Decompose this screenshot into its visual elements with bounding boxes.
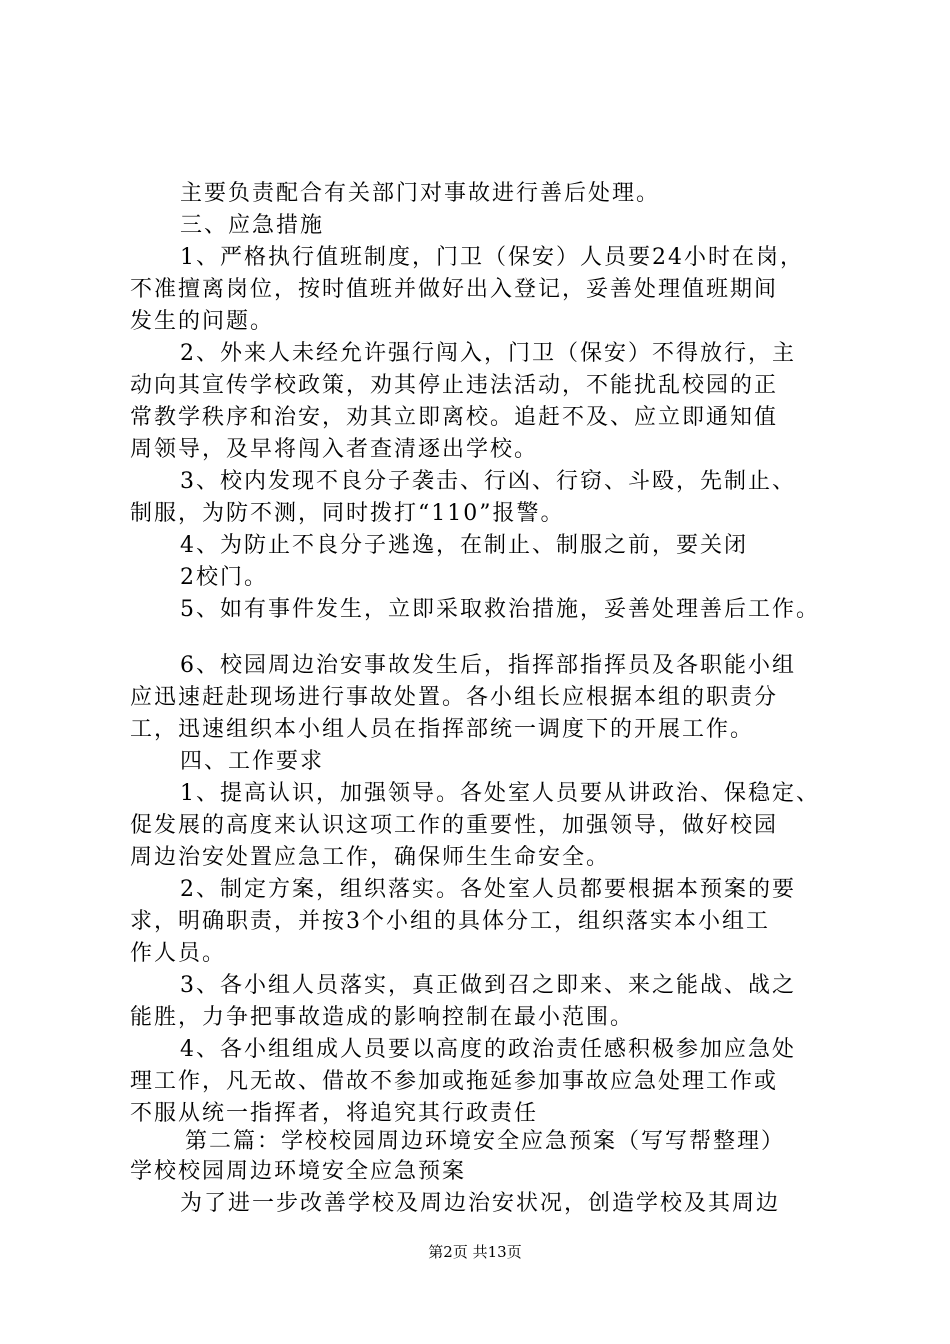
text-line: 作人员。 — [130, 941, 227, 966]
page-footer — [0, 1242, 950, 1262]
text-line: 3、各小组人员落实，真正做到召之即来、来之能战、战之 — [180, 973, 796, 998]
text-line: 动向其宣传学校政策，劝其停止违法活动，不能扰乱校园的正 — [130, 373, 779, 398]
text-line: 周边治安处置应急工作，确保师生生命安全。 — [130, 845, 611, 870]
text-line: 5、如有事件发生，立即采取救治措施，妥善处理善后工作。 — [180, 597, 820, 622]
text-line: 3、校内发现不良分子袭击、行凶、行窃、斗殴，先制止、 — [180, 469, 796, 494]
text-line: 1、严格执行值班制度，门卫（保安）人员要24小时在岗， — [180, 245, 804, 270]
text-line: 周领导，及早将闯入者查清逐出学校。 — [130, 437, 539, 462]
text-line: 能胜，力争把事故造成的影响控制在最小范围。 — [130, 1005, 635, 1030]
text-line: 发生的问题。 — [130, 309, 275, 334]
page-number-label: 第2页 共13页 — [428, 1243, 522, 1261]
text-line: 2校门。 — [180, 565, 268, 590]
text-line: 4、各小组组成人员要以高度的政治责任感积极参加应急处 — [180, 1037, 796, 1062]
text-line: 理工作，凡无故、借故不参加或拖延参加事故应急处理工作或 — [130, 1069, 779, 1094]
chapter-title: 第二篇：学校校园周边环境安全应急预案（写写帮整理） — [185, 1129, 786, 1154]
text-line: 4、为防止不良分子逃逸，在制止、制服之前，要关闭 — [180, 533, 748, 558]
section-heading: 四、工作要求 — [180, 749, 325, 774]
text-line: 为了进一步改善学校及周边治安状况，创造学校及其周边 — [180, 1191, 781, 1216]
document-subtitle: 学校校园周边环境安全应急预案 — [130, 1159, 467, 1184]
text-line: 2、制定方案，组织落实。各处室人员都要根据本预案的要 — [180, 877, 796, 902]
section-heading: 三、应急措施 — [180, 213, 325, 238]
text-line: 制服，为防不测，同时拨打“110”报警。 — [130, 501, 565, 526]
text-line: 不准擅离岗位，按时值班并做好出入登记，妥善处理值班期间 — [130, 277, 779, 302]
text-line: 6、校园周边治安事故发生后，指挥部指挥员及各职能小组 — [180, 653, 796, 678]
text-line: 求，明确职责，并按3个小组的具体分工，组织落实本小组工 — [130, 909, 770, 934]
text-line: 2、外来人未经允许强行闯入，门卫（保安）不得放行，主 — [180, 341, 796, 366]
text-line: 主要负责配合有关部门对事故进行善后处理。 — [180, 181, 661, 206]
text-line: 工，迅速组织本小组人员在指挥部统一调度下的开展工作。 — [130, 717, 755, 742]
text-line: 1、提高认识，加强领导。各处室人员要从讲政治、保稳定、 — [180, 781, 820, 806]
text-line: 不服从统一指挥者，将追究其行政责任 — [130, 1101, 539, 1126]
text-line: 常教学秩序和治安，劝其立即离校。追赶不及、应立即通知值 — [130, 405, 779, 430]
text-line: 促发展的高度来认识这项工作的重要性，加强领导，做好校园 — [130, 813, 779, 838]
text-line: 应迅速赶赴现场进行事故处置。各小组长应根据本组的职责分 — [130, 685, 779, 710]
